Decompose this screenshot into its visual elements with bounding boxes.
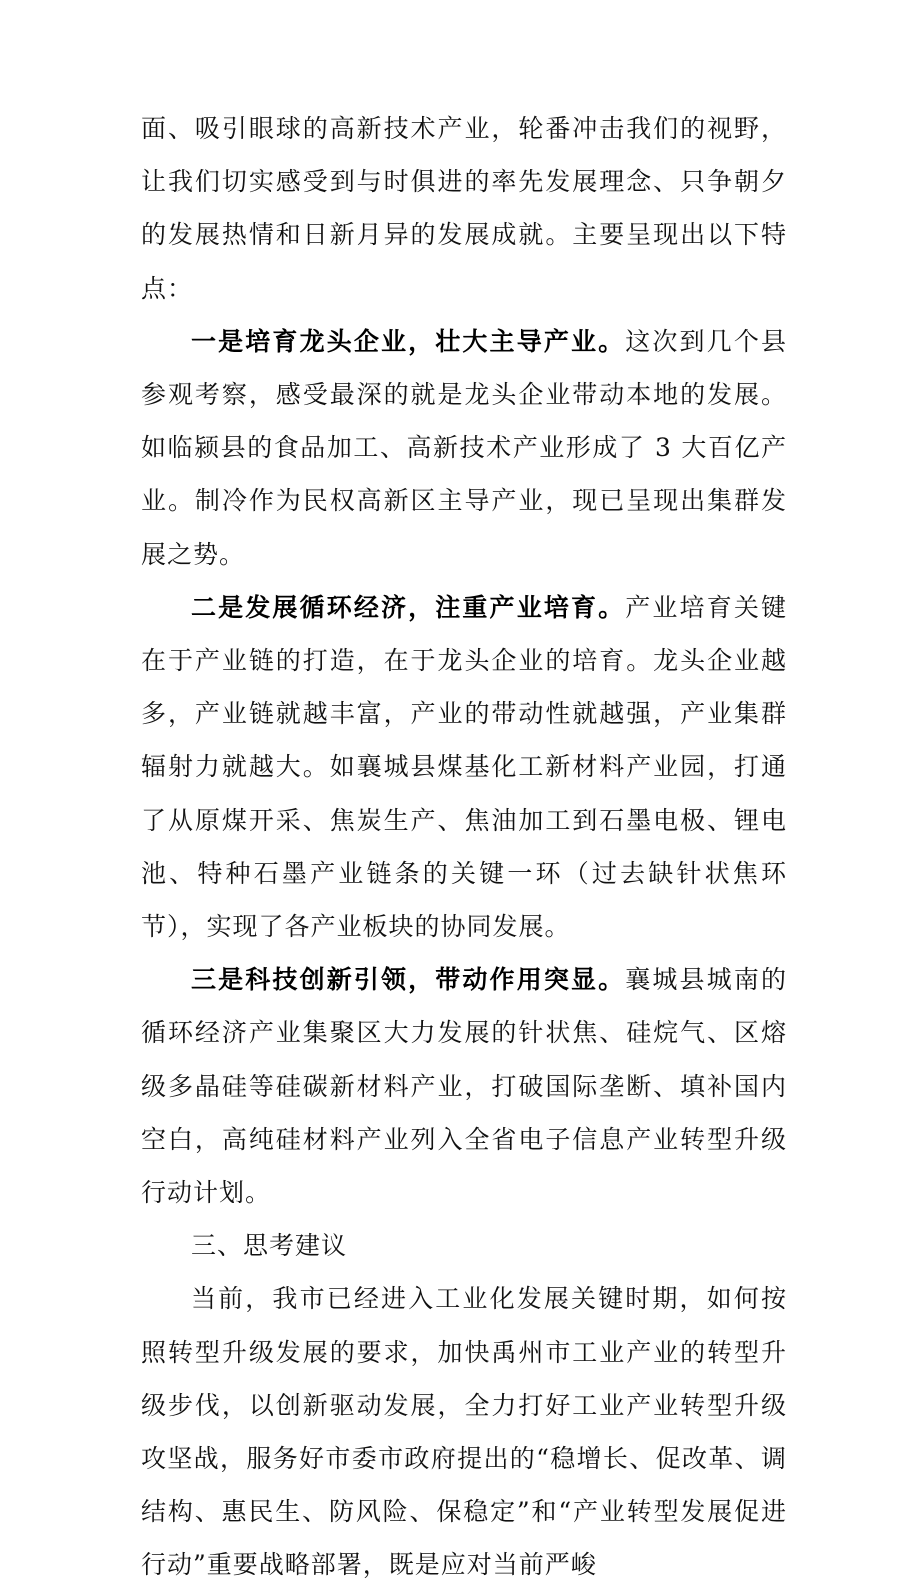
section-heading: 三、思考建议: [191, 1231, 348, 1261]
paragraph-lead: 一是培育龙头企业，壮大主导产业。: [191, 326, 626, 356]
paragraph-text: 襄城县城南的循环经济产业集聚区大力发展的针状焦、硅烷气、区熔级多晶硅等硅碳新材料产业，打破国际垄断、填补国内空白，高纯硅材料产业列入全省电子信息产业转型升级行动计划。: [141, 965, 787, 1208]
document-body: [141, 102, 787, 1592]
paragraph-text: 这次到几个县参观考察，感受最深的就是龙头企业带动本地的发展。如临颍县的食品加工、高新技术产业形成了 3 大百亿产业。制冷作为民权高新区主导产业，现已呈现出集群发展之势。: [141, 326, 787, 569]
paragraph-text: 面、吸引眼球的高新技术产业，轮番冲击我们的视野，让我们切实感受到与时俱进的率先发展理念、只争朝夕的发展热情和日新月异的发展成就。主要呈现出以下特点：: [141, 114, 787, 303]
paragraph-point-one: [141, 315, 787, 581]
paragraph-lead: 三是科技创新引领，带动作用突显。: [191, 965, 626, 995]
paragraph-closing: 当前，我市已经进入工业化发展关键时期，如何按照转型升级发展的要求，加快禹州市工业产业的转型升级步伐，以创新驱动发展，全力打好工业产业转型升级攻坚战，服务好市委市政府提出的“稳增长、促改革、调结构、惠民生、防风险、保稳定”和“产业转型发展促进行动”重要战略部署，既是应对当前严峻: [141, 1284, 787, 1580]
paragraph-point-two: [141, 581, 787, 953]
paragraph-point-three: [141, 953, 787, 1219]
paragraph-lead: 二是发展循环经济，注重产业培育。: [191, 592, 626, 622]
paragraph-intro: [141, 102, 787, 315]
paragraph-text: 产业培育关键在于产业链的打造，在于龙头企业的培育。龙头企业越多，产业链就越丰富，产业的带动性就越强，产业集群辐射力就越大。如襄城县煤基化工新材料产业园，打通了从原煤开采、焦炭生产、焦油加工到石墨电极、锂电池、特种石墨产业链条的关键一环（过去缺针状焦环节），实现了各产业板块的协同发展。: [141, 592, 787, 942]
